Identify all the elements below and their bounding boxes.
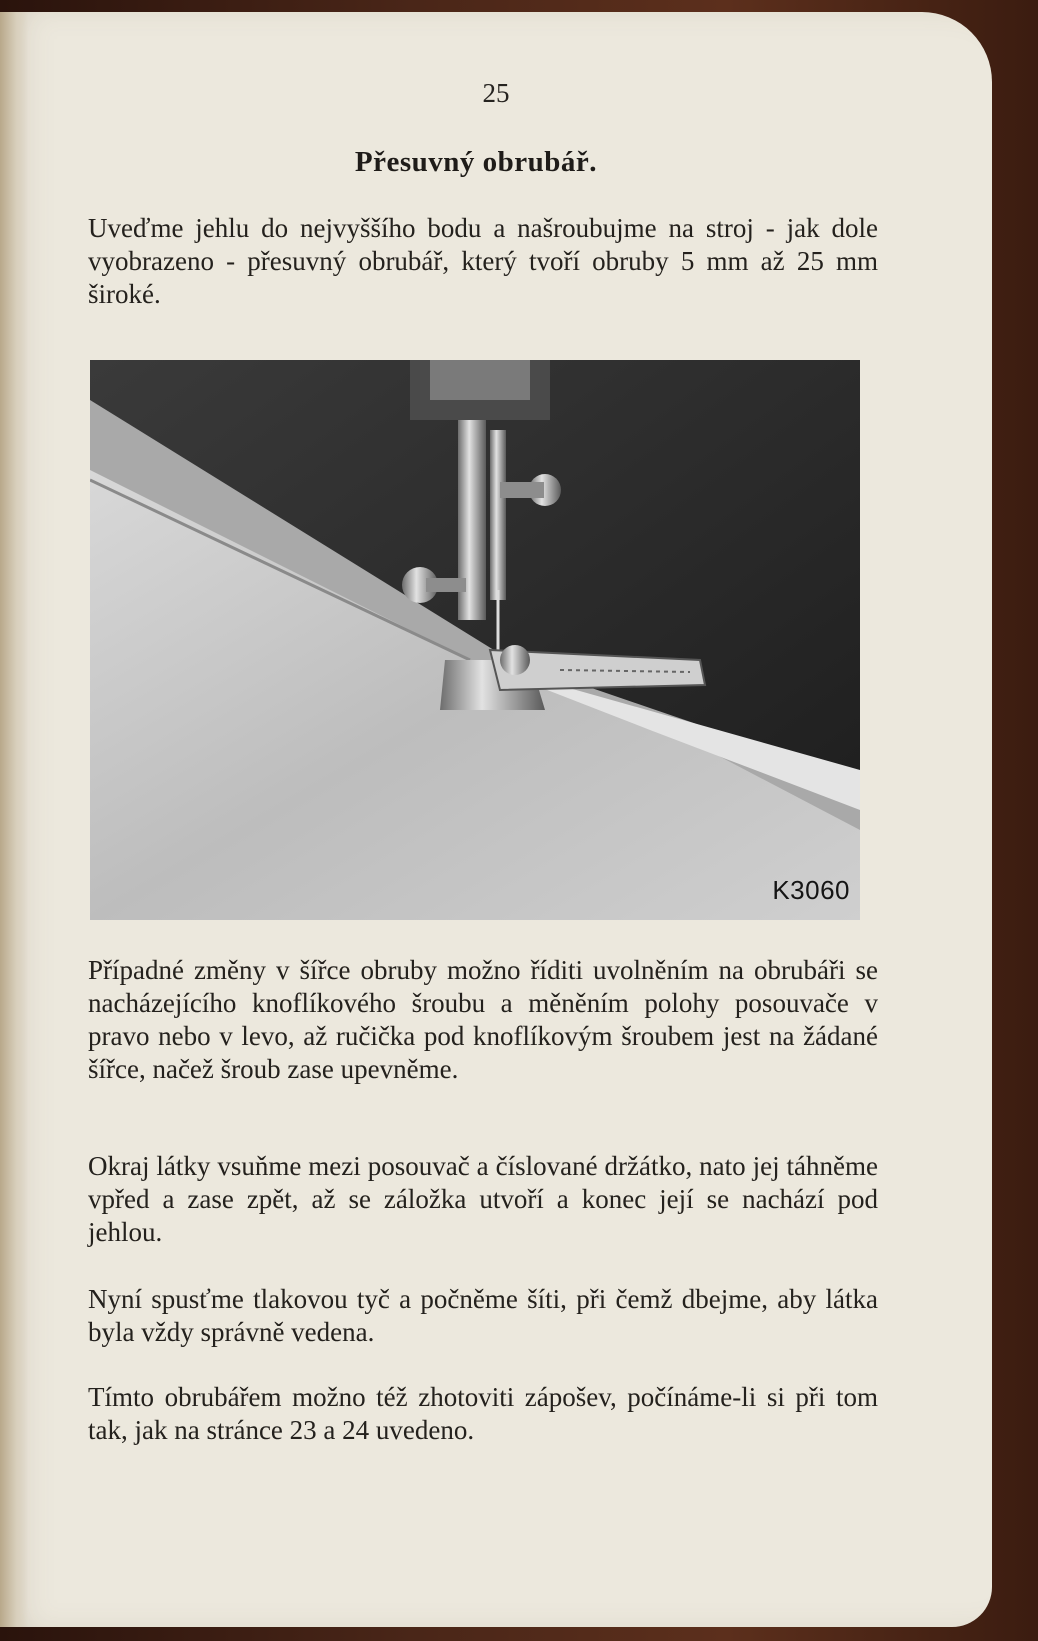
hemmer-foot-illustration (90, 360, 860, 920)
body-paragraph: Okraj látky vsuňme mezi posouvač a číslované držátko, nato jej táhněme vpřed a zase zpět, až se záložka utvoří a konec její se nachází pod jehlou. (88, 1151, 878, 1247)
sewing-machine-photo (90, 360, 860, 920)
section-title: Přesuvný obrubář. (354, 146, 598, 178)
body-paragraph: Tímto obrubářem možno též zhotoviti zápošev, počínáme-li si při tom tak, jak na stránce 23 a 24 uvedeno. (88, 1382, 878, 1445)
page-gutter (0, 12, 28, 1627)
body-paragraph: Případné změny v šířce obruby možno říditi uvolněním na obrubáři se nacházejícího knoflíkového šroubu a měněním polohy posouvače v pravo nebo v levo, až ručička pod knoflíkovým šroubem jest na žádané šířce, načež šroub zase upevněme. (88, 955, 878, 1084)
intro-paragraph: Uveďme jehlu do nejvyššího bodu a našroubujme na stroj - jak dole vyobrazeno - přesuvný obrubář, který tvoří obruby 5 mm až 25 mm široké. (88, 213, 878, 309)
page-number: 25 (482, 78, 510, 108)
figure-code: K3060 (772, 875, 850, 905)
body-paragraph: Nyní spusťme tlakovou tyč a počněme šíti, při čemž dbejme, aby látka byla vždy správně vedena. (88, 1284, 878, 1347)
